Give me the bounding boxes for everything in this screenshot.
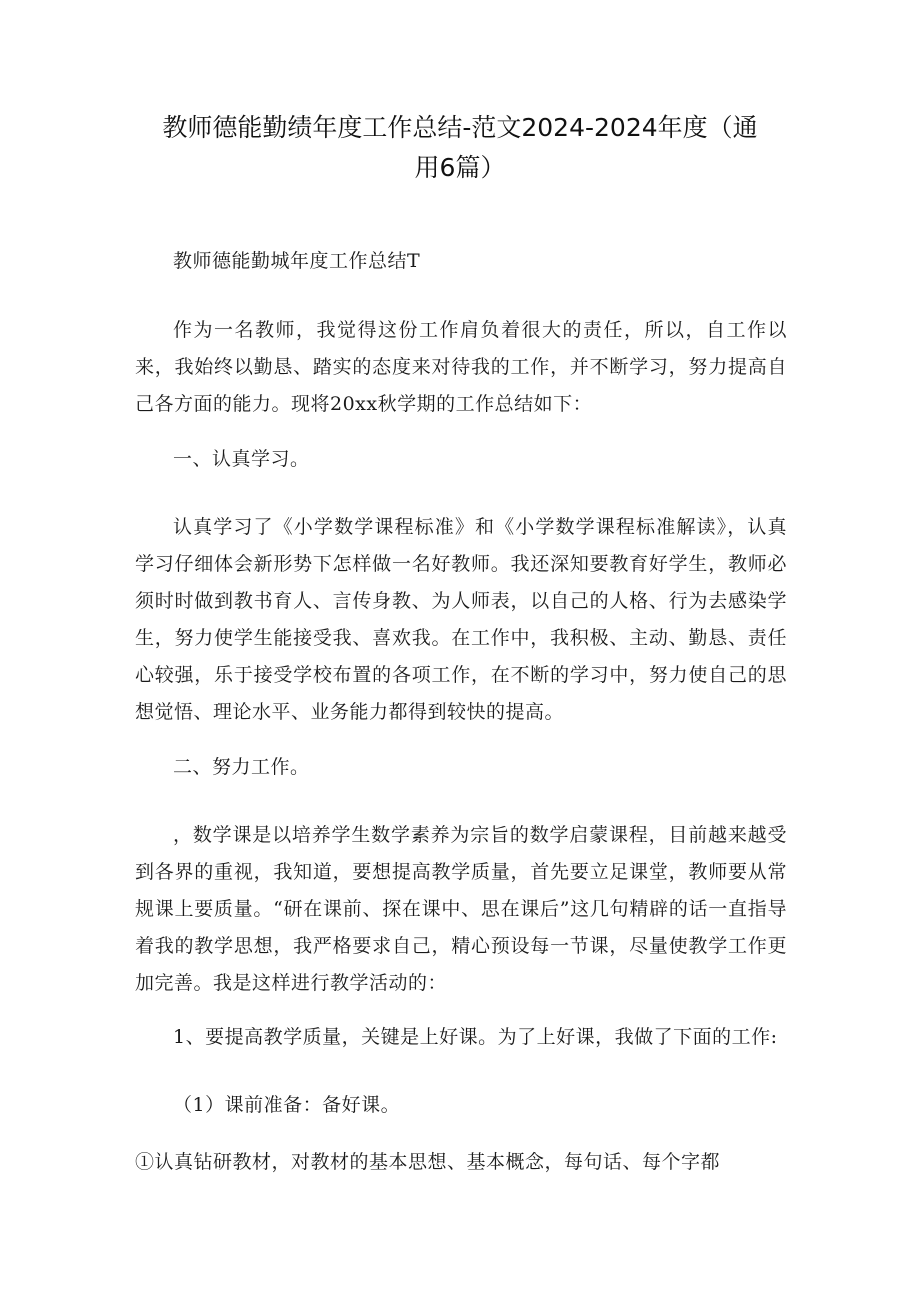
- document-subtitle: 教师德能勤城年度工作总结T: [173, 250, 421, 272]
- list-item-lesson-prep: （1）课前准备：备好课。: [173, 1094, 401, 1116]
- section-heading-study: 一、认真学习。: [173, 448, 310, 470]
- intro-paragraph: 作为一名教师，我觉得这份工作肩负着很大的责任，所以，自工作以来，我始终以勤恳、踏实的态度来对待我的工作，并不断学习，努力提高自己各方面的能力。现将20xx秋学期的工作总结如下：: [135, 319, 787, 415]
- section-heading-work: 二、努力工作。: [173, 756, 310, 778]
- document-title: 教师德能勤绩年度工作总结-范文2024-2024年度（通用6篇）: [162, 113, 758, 182]
- list-item-study-materials: ①认真钻研教材，对教材的基本思想、基本概念，每句话、每个字都: [135, 1151, 721, 1173]
- study-paragraph: 认真学习了《小学数学课程标准》和《小学数学课程标准解读》，认真学习仔细体会新形势下怎样做一名好教师。我还深知要教育好学生，教师必须时时做到教书育人、言传身教、为人师表，以自己的人格、行为去感染学生，努力使学生能接受我、喜欢我。在工作中，我积极、主动、勤恳、责任心较强，乐于接受学校布置的各项工作，在不断的学习中，努力使自己的思想觉悟、理论水平、业务能力都得到较快的提高。: [135, 516, 787, 723]
- work-paragraph: ，数学课是以培养学生数学素养为宗旨的数学启蒙课程，目前越来越受到各界的重视，我知道，要想提高教学质量，首先要立足课堂，教师要从常规课上要质量。“研在课前、探在课中、思在课后”这几句精辟的话一直指导着我的教学思想，我严格要求自己，精心预设每一节课，尽量使教学工作更加完善。我是这样进行教学活动的：: [135, 824, 787, 994]
- list-item-teaching-quality: 1、要提高教学质量，关键是上好课。为了上好课，我做了下面的工作:: [173, 1026, 778, 1048]
